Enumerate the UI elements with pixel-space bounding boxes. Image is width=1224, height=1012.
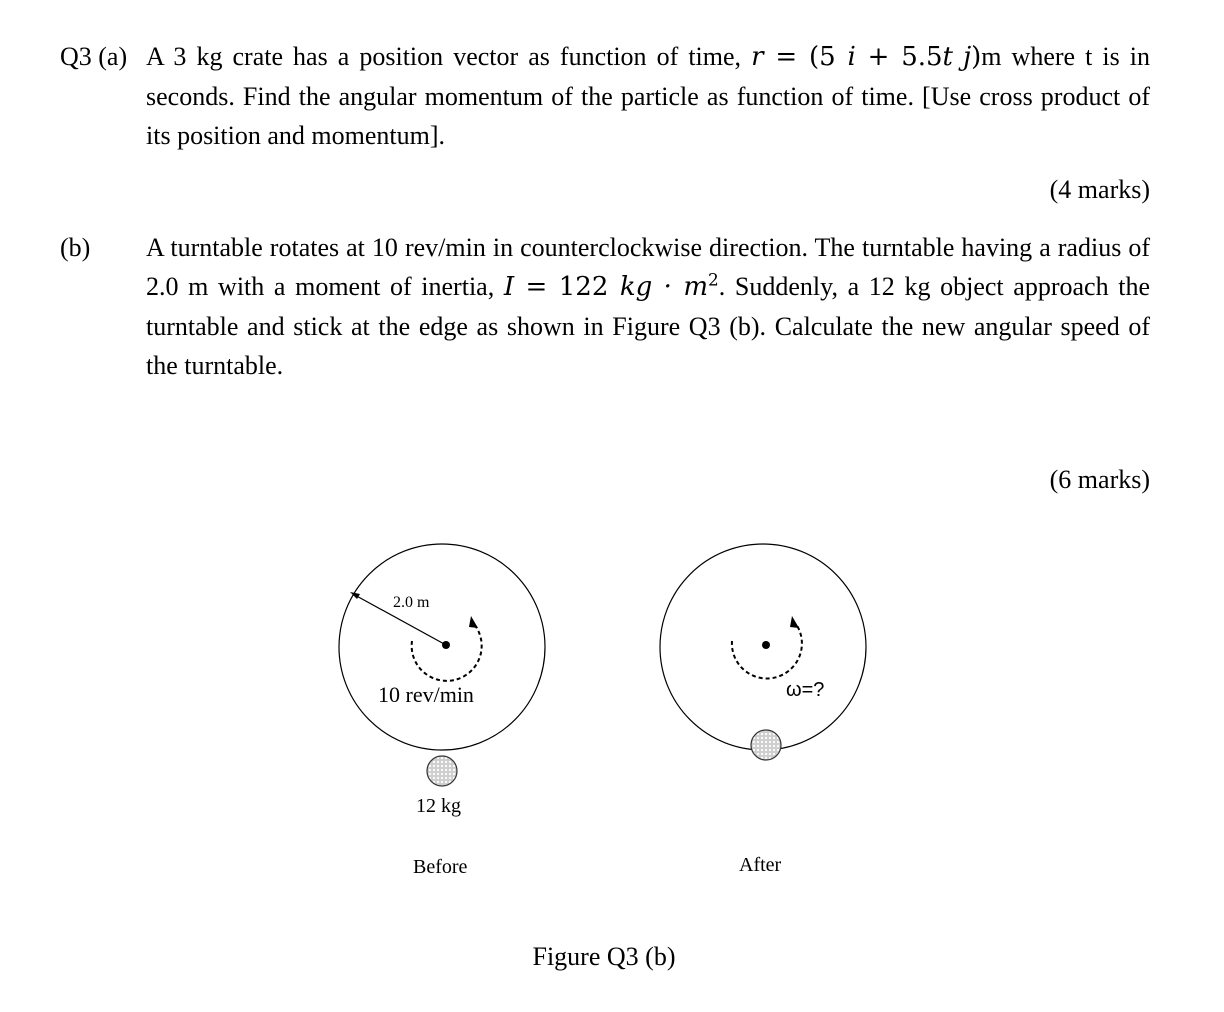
expr-sup: 2 [708, 269, 719, 290]
after-rotation-arrowhead-icon [790, 616, 799, 628]
expr-close: ) [971, 42, 982, 72]
question-a-label: Q3 (a) [60, 42, 128, 71]
expr-eq-a: = (5 [763, 42, 848, 72]
symbol-r: r [751, 42, 764, 72]
question-b-label: (b) [60, 233, 91, 262]
question-a-intro: A 3 kg crate has a position vector as function of time, [146, 42, 752, 71]
mass-ball-before [427, 756, 457, 786]
symbol-t: t [942, 42, 953, 72]
omega-label: ω=? [786, 679, 825, 701]
mass-label: 12 kg [416, 795, 461, 817]
after-rotation-arrow-icon [732, 624, 802, 678]
question-a-marks: (4 marks) [1049, 175, 1150, 204]
before-label: Before [413, 856, 468, 878]
mass-ball-after [751, 730, 781, 760]
question-a-rest: m where t is in seconds. Find the angular momentum of the particle as function of time. [Use cross product of its position and momentum]. [146, 42, 1151, 150]
after-center-dot [762, 641, 770, 649]
radius-label: 2.0 m [393, 594, 430, 611]
symbol-i: i [847, 42, 856, 72]
symbol-I: I [503, 272, 515, 302]
question-b-marks: (6 marks) [1049, 465, 1150, 494]
expr-eq-b: = 122 [514, 272, 620, 302]
after-turntable [660, 544, 866, 876]
expr-plus: + 5.5 [855, 42, 943, 72]
after-label: After [739, 854, 782, 876]
before-rotation-arrowhead-icon [469, 616, 478, 628]
figure-caption: Figure Q3 (b) [532, 942, 676, 971]
before-center-dot [442, 641, 450, 649]
before-disk [339, 544, 545, 750]
question-b-intro: A turntable rotates at 10 rev/min in counterclockwise direction. The turntable having a radius of 2.0 m with a moment of inertia, [146, 233, 1150, 301]
symbol-j: j [963, 42, 972, 72]
before-turntable [339, 544, 545, 878]
speed-label: 10 rev/min [378, 682, 474, 707]
question-b-rest: . Suddenly, a 12 kg object approach the turntable and stick at the edge as shown in Figure Q3 (b). Calculate the new angular speed of the turntable. [146, 272, 1150, 380]
expr-units: kg · m [619, 272, 708, 302]
